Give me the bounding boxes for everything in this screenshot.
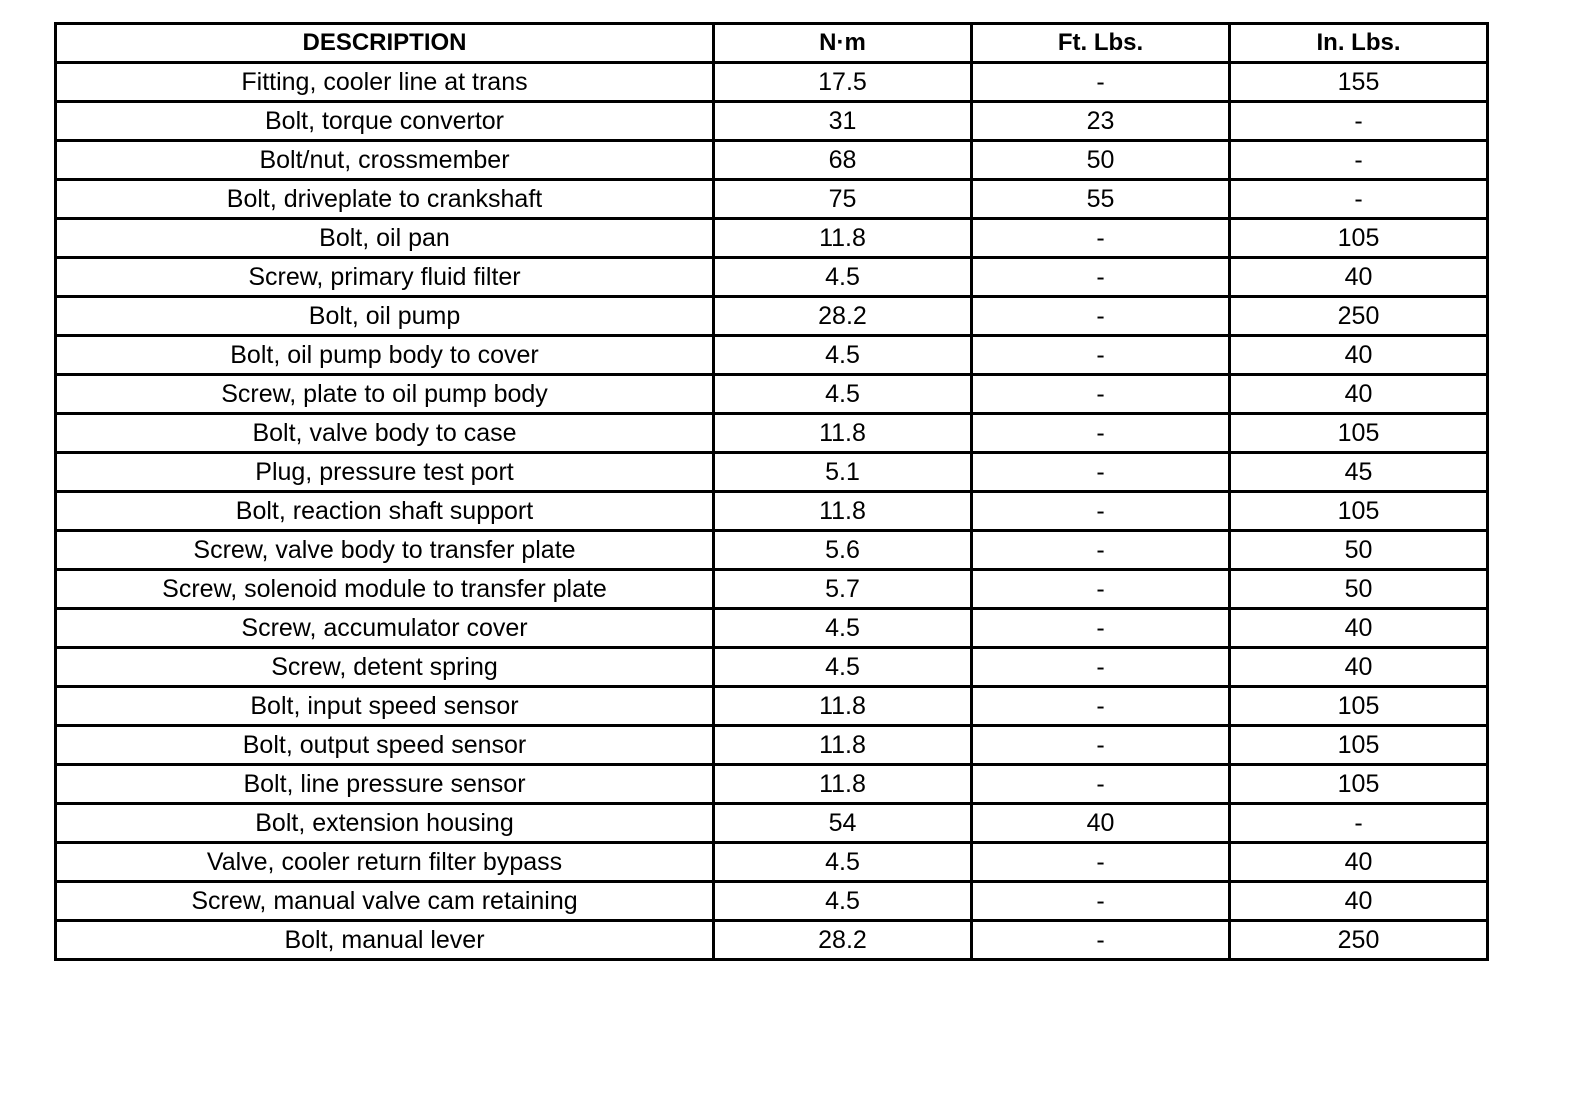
cell-description: Bolt, torque convertor (56, 102, 714, 141)
cell-description: Bolt, reaction shaft support (56, 492, 714, 531)
cell-nm: 75 (714, 180, 972, 219)
cell-in-lbs: - (1230, 804, 1488, 843)
cell-description: Bolt, output speed sensor (56, 726, 714, 765)
cell-nm: 4.5 (714, 258, 972, 297)
cell-description: Valve, cooler return filter bypass (56, 843, 714, 882)
cell-ft-lbs: - (972, 219, 1230, 258)
cell-ft-lbs: - (972, 453, 1230, 492)
table-row (56, 219, 1488, 258)
cell-in-lbs: 105 (1230, 765, 1488, 804)
table-row (56, 765, 1488, 804)
cell-description: Bolt/nut, crossmember (56, 141, 714, 180)
cell-description: Bolt, valve body to case (56, 414, 714, 453)
cell-description: Bolt, oil pump body to cover (56, 336, 714, 375)
cell-in-lbs: 50 (1230, 531, 1488, 570)
cell-description: Screw, plate to oil pump body (56, 375, 714, 414)
cell-ft-lbs: - (972, 375, 1230, 414)
cell-in-lbs: 105 (1230, 687, 1488, 726)
cell-ft-lbs: - (972, 336, 1230, 375)
header-ft-lbs: Ft. Lbs. (972, 24, 1230, 63)
cell-description: Bolt, input speed sensor (56, 687, 714, 726)
cell-ft-lbs: - (972, 492, 1230, 531)
cell-nm: 11.8 (714, 219, 972, 258)
header-description: DESCRIPTION (56, 24, 714, 63)
cell-nm: 11.8 (714, 414, 972, 453)
cell-nm: 5.1 (714, 453, 972, 492)
cell-in-lbs: 155 (1230, 63, 1488, 102)
cell-nm: 17.5 (714, 63, 972, 102)
table-row (56, 258, 1488, 297)
cell-description: Bolt, oil pump (56, 297, 714, 336)
cell-nm: 11.8 (714, 492, 972, 531)
cell-ft-lbs: - (972, 414, 1230, 453)
table-row (56, 804, 1488, 843)
cell-in-lbs: 40 (1230, 843, 1488, 882)
cell-description: Screw, accumulator cover (56, 609, 714, 648)
cell-in-lbs: 50 (1230, 570, 1488, 609)
table-row (56, 570, 1488, 609)
cell-nm: 54 (714, 804, 972, 843)
cell-ft-lbs: - (972, 609, 1230, 648)
table-row (56, 141, 1488, 180)
cell-description: Screw, manual valve cam retaining (56, 882, 714, 921)
cell-description: Bolt, manual lever (56, 921, 714, 960)
cell-ft-lbs: - (972, 843, 1230, 882)
header-in-lbs: In. Lbs. (1230, 24, 1488, 63)
cell-ft-lbs: - (972, 297, 1230, 336)
table-header (56, 24, 1488, 63)
table-row (56, 492, 1488, 531)
cell-nm: 4.5 (714, 609, 972, 648)
cell-in-lbs: - (1230, 141, 1488, 180)
cell-description: Screw, primary fluid filter (56, 258, 714, 297)
cell-ft-lbs: - (972, 531, 1230, 570)
cell-in-lbs: 105 (1230, 492, 1488, 531)
cell-ft-lbs: - (972, 258, 1230, 297)
table-row (56, 414, 1488, 453)
table-row (56, 180, 1488, 219)
cell-in-lbs: 105 (1230, 219, 1488, 258)
cell-ft-lbs: - (972, 765, 1230, 804)
table-row (56, 921, 1488, 960)
cell-nm: 4.5 (714, 648, 972, 687)
cell-in-lbs: - (1230, 102, 1488, 141)
cell-ft-lbs: - (972, 63, 1230, 102)
table-row (56, 726, 1488, 765)
table-row (56, 882, 1488, 921)
table-row (56, 375, 1488, 414)
cell-in-lbs: 40 (1230, 882, 1488, 921)
cell-in-lbs: 105 (1230, 726, 1488, 765)
cell-nm: 4.5 (714, 375, 972, 414)
cell-nm: 11.8 (714, 765, 972, 804)
cell-in-lbs: 250 (1230, 921, 1488, 960)
cell-ft-lbs: - (972, 648, 1230, 687)
cell-description: Screw, solenoid module to transfer plate (56, 570, 714, 609)
cell-nm: 5.7 (714, 570, 972, 609)
table-row (56, 531, 1488, 570)
table-row (56, 648, 1488, 687)
table-row (56, 687, 1488, 726)
cell-nm: 11.8 (714, 726, 972, 765)
table-row (56, 336, 1488, 375)
cell-in-lbs: 40 (1230, 648, 1488, 687)
cell-in-lbs: 40 (1230, 609, 1488, 648)
cell-description: Plug, pressure test port (56, 453, 714, 492)
table-row (56, 609, 1488, 648)
table-body (56, 63, 1488, 960)
cell-ft-lbs: 40 (972, 804, 1230, 843)
cell-in-lbs: 105 (1230, 414, 1488, 453)
cell-ft-lbs: - (972, 687, 1230, 726)
cell-in-lbs: 40 (1230, 336, 1488, 375)
table-row (56, 297, 1488, 336)
cell-description: Fitting, cooler line at trans (56, 63, 714, 102)
torque-spec-table (54, 22, 1489, 961)
header-nm: N·m (714, 24, 972, 63)
cell-in-lbs: - (1230, 180, 1488, 219)
cell-description: Screw, valve body to transfer plate (56, 531, 714, 570)
cell-in-lbs: 40 (1230, 375, 1488, 414)
cell-description: Bolt, driveplate to crankshaft (56, 180, 714, 219)
cell-nm: 5.6 (714, 531, 972, 570)
header-row (56, 24, 1488, 63)
cell-ft-lbs: - (972, 921, 1230, 960)
cell-in-lbs: 250 (1230, 297, 1488, 336)
cell-description: Screw, detent spring (56, 648, 714, 687)
cell-ft-lbs: - (972, 882, 1230, 921)
cell-ft-lbs: - (972, 570, 1230, 609)
table-row (56, 63, 1488, 102)
table-row (56, 843, 1488, 882)
cell-nm: 4.5 (714, 882, 972, 921)
cell-in-lbs: 40 (1230, 258, 1488, 297)
cell-ft-lbs: 23 (972, 102, 1230, 141)
cell-description: Bolt, oil pan (56, 219, 714, 258)
table-row (56, 453, 1488, 492)
cell-description: Bolt, line pressure sensor (56, 765, 714, 804)
cell-nm: 4.5 (714, 336, 972, 375)
cell-in-lbs: 45 (1230, 453, 1488, 492)
cell-ft-lbs: 50 (972, 141, 1230, 180)
cell-nm: 11.8 (714, 687, 972, 726)
cell-nm: 4.5 (714, 843, 972, 882)
cell-ft-lbs: - (972, 726, 1230, 765)
cell-ft-lbs: 55 (972, 180, 1230, 219)
table-row (56, 102, 1488, 141)
cell-nm: 28.2 (714, 297, 972, 336)
cell-nm: 31 (714, 102, 972, 141)
cell-nm: 68 (714, 141, 972, 180)
cell-nm: 28.2 (714, 921, 972, 960)
cell-description: Bolt, extension housing (56, 804, 714, 843)
